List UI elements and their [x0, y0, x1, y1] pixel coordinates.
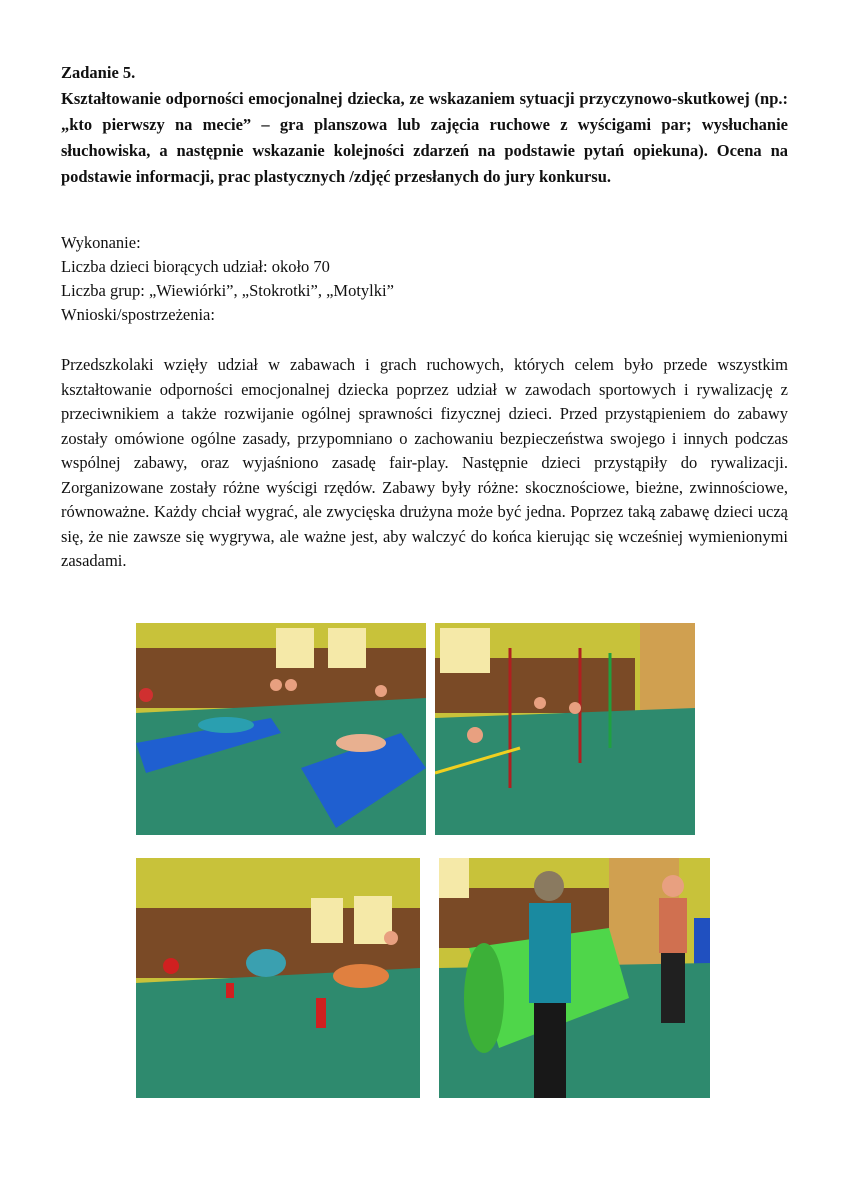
photo-tunnel-play: [439, 858, 710, 1098]
conclusions-label: Wnioski/spostrzeżenia:: [61, 305, 215, 324]
children-count: Liczba dzieci biorących udział: około 70: [61, 257, 330, 276]
groups-list: Liczba grup: „Wiewiórki”, „Stokrotki”, „Motylki”: [61, 281, 394, 300]
photo-children-on-mats: [136, 623, 426, 835]
task-title: Zadanie 5.: [61, 63, 136, 82]
photo-children-with-poles: [435, 623, 695, 835]
execution-info: [61, 231, 788, 327]
execution-label: Wykonanie:: [61, 233, 141, 252]
photo-children-crawling: [136, 858, 420, 1098]
body-paragraph: Przedszkolaki wzięły udział w zabawach i grach ruchowych, których celem było przede wszystkim kształtowanie odporności emocjonalnej dziecka poprzez udział w zawodach sportowych i rywalizację z przeciwnikiem a także rozwijanie ogólnej sprawności fizycznej dzieci. Przed przystąpieniem do zabawy zostały omówione ogólne zasady, przypomniano o zachowaniu bezpieczeństwa swojego i innych podczas wspólnej zabawy, oraz wyjaśniono zasadę fair-play. Następnie dzieci przystąpiły do rywalizacji. Zorganizowane zostały różne wyścigi rzędów. Zabawy były różne: skocznościowe, bieżne, zwinnościowe, równoważne. Każdy chciał wygrać, ale zwycięska drużyna może być jedna. Poprzez taką zabawę dzieci uczą się, że nie zawsze się wygrywa, ale ważne jest, aby walczyć do końca kierując się wcześniej wymienionymi zasadami.: [61, 355, 788, 570]
task-description: Kształtowanie odporności emocjonalnej dziecka, ze wskazaniem sytuacji przyczynowo-skutkowej (np.: „kto pierwszy na mecie” – gra planszowa lub zajęcia ruchowe z wyścigami par; wysłuchanie słuchowiska, a następnie wskazanie kolejności zdarzeń na podstawie pytań opiekuna). Ocena na podstawie informacji, prac plastycznych /zdjęć przesłanych do jury konkursu.: [61, 89, 788, 186]
